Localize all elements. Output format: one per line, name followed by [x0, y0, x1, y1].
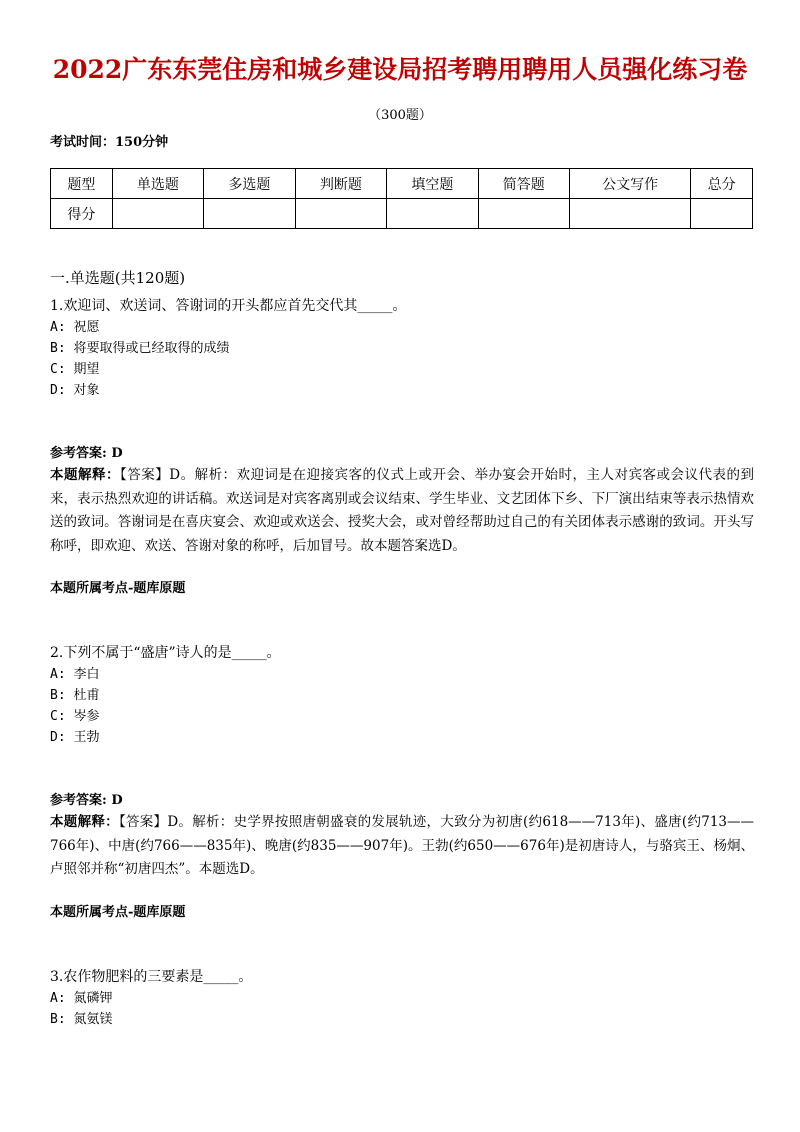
score-table [50, 168, 753, 229]
question-source: 本题所属考点-题库原题 [50, 904, 186, 920]
explanation-label: 本题解释： [50, 814, 119, 830]
option-c: C: 期望 [50, 362, 100, 377]
option-d: D: 王勃 [50, 730, 100, 745]
score-cell [570, 199, 691, 229]
explanation-text: 【答案】D。解析：欢迎词是在迎接宾客的仪式上或开会、举办宴会开始时，主人对宾客或会议代表的到来，表示热烈欢迎的讲话稿。欢送词是对宾客离别或会议结束、学生毕业、文艺团体下乡、下厂演出结束等表示热情欢送的致词。答谢词是在喜庆宴会、欢迎或欢送会、授奖大会，或对曾经帮助过自己的有关团体表示感谢的致词。开头写称呼，即欢迎、欢送、答谢对象的称呼，后加冒号。故本题答案选D。 [50, 467, 755, 554]
explanation-text: 【答案】D。解析：史学界按照唐朝盛衰的发展轨迹，大致分为初唐(约618——713年)、盛唐(约713——766年)、中唐(约766——835年)、晚唐(约835——907年)。王勃(约650——676年)是初唐诗人，与骆宾王、杨炯、卢照邻并称“初唐四杰”。本题选D。 [50, 814, 755, 877]
question-stem: 3.农作物肥料的三要素是_____。 [50, 968, 253, 985]
document-title: 2022广东东莞住房和城乡建设局招考聘用聘用人员强化练习卷 [52, 55, 748, 84]
explanation-label: 本题解释： [50, 467, 120, 483]
score-table-header-row [51, 169, 753, 199]
section-heading: 一.单选题(共120题) [50, 269, 186, 287]
option-a: A: 李白 [50, 667, 100, 682]
option-a: A: 氮磷钾 [50, 990, 113, 1006]
score-cell [295, 199, 386, 229]
question-count: （300题） [368, 108, 432, 123]
header-cell-single-choice: 单选题 [112, 169, 203, 199]
header-cell-multiple-choice: 多选题 [204, 169, 295, 199]
reference-answer: 参考答案: D [50, 793, 123, 808]
reference-answer: 参考答案: D [50, 446, 123, 461]
option-a: A: 祝愿 [50, 320, 100, 335]
explanation [50, 811, 754, 882]
header-cell-true-false: 判断题 [295, 169, 386, 199]
option-b: B: 氮氨镁 [50, 1011, 113, 1027]
question-stem: 1.欢迎词、欢送词、答谢词的开头都应首先交代其_____。 [50, 298, 407, 314]
question-stem: 2.下列不属于“盛唐”诗人的是_____。 [50, 645, 281, 661]
header-cell-type: 题型 [51, 169, 113, 199]
question-1 [50, 296, 800, 599]
score-cell [478, 199, 569, 229]
question-source: 本题所属考点-题库原题 [50, 581, 186, 596]
exam-time: 考试时间：150分钟 [50, 135, 169, 150]
header-cell-official-writing: 公文写作 [570, 169, 691, 199]
score-table-score-row [51, 199, 753, 229]
question-3 [50, 967, 800, 1030]
option-b: B: 将要取得或已经取得的成绩 [50, 341, 230, 356]
header-cell-fill-blank: 填空题 [387, 169, 478, 199]
score-cell [204, 199, 295, 229]
header-cell-total: 总分 [691, 169, 753, 199]
header-cell-short-answer: 简答题 [478, 169, 569, 199]
score-cell [387, 199, 478, 229]
score-cell [112, 199, 203, 229]
question-2 [50, 643, 800, 923]
score-cell [691, 199, 753, 229]
option-c: C: 岑参 [50, 709, 100, 724]
explanation [50, 464, 754, 558]
score-row-label: 得分 [51, 199, 113, 229]
option-d: D: 对象 [50, 383, 100, 398]
option-b: B: 杜甫 [50, 688, 100, 703]
